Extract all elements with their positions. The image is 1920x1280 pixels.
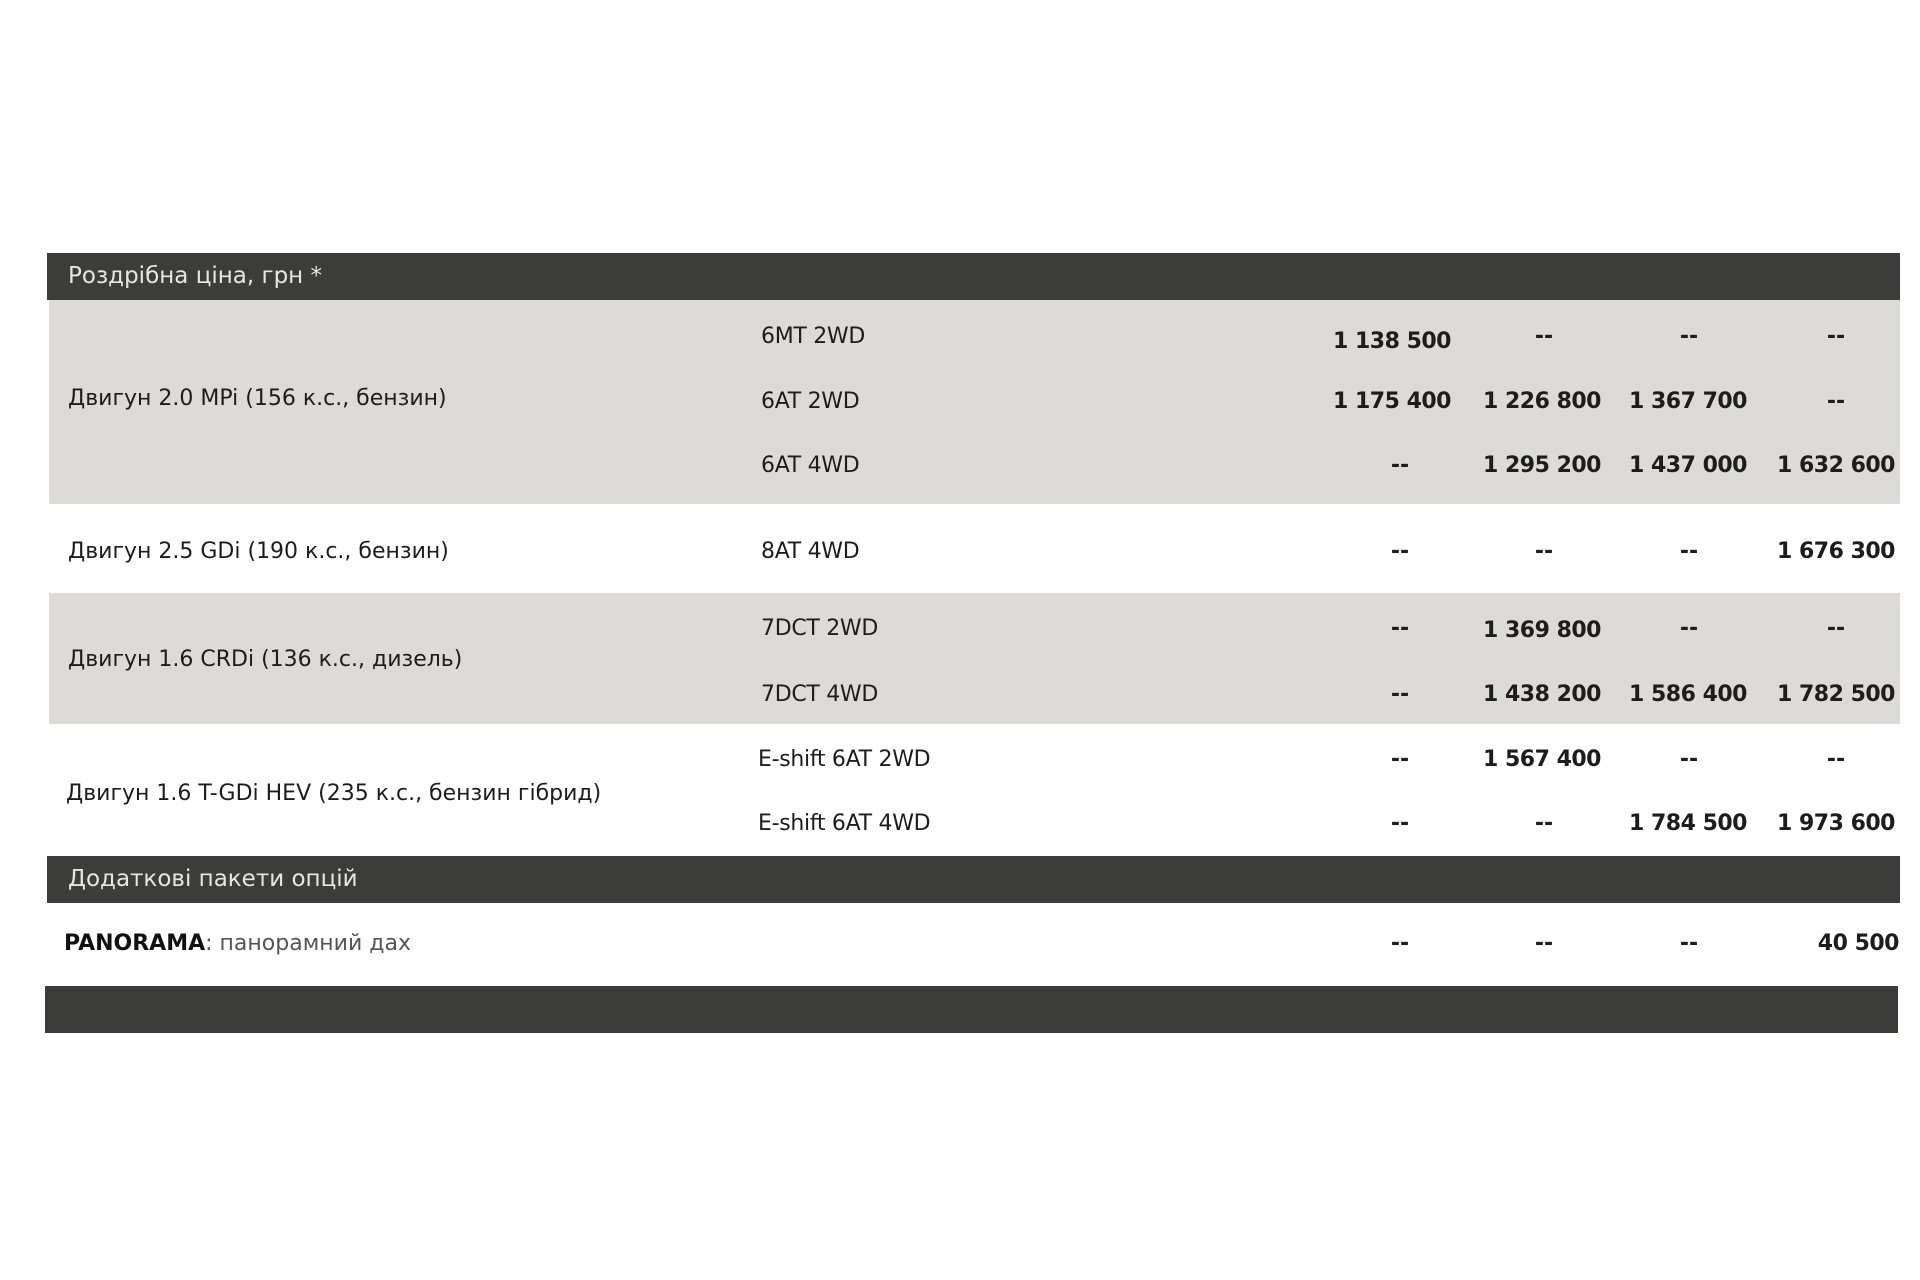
transmission-label: 6MT 2WD — [761, 324, 866, 349]
engine-name: Двигун 1.6 T-GDi HEV (235 к.с., бензин гібрид) — [66, 781, 602, 806]
price-cell: 1 295 200 — [1483, 453, 1601, 478]
transmission-label: 7DCT 2WD — [761, 616, 879, 641]
price-cell: 1 369 800 — [1483, 618, 1601, 643]
price-cell: -- — [1826, 616, 1846, 641]
price-cell: 1 438 200 — [1483, 682, 1601, 707]
transmission-label: E-shift 6AT 4WD — [758, 811, 931, 836]
transmission-label: 6AT 2WD — [761, 389, 860, 414]
option-name: PANORAMA — [64, 931, 206, 956]
price-cell: -- — [1679, 616, 1699, 641]
price-cell: -- — [1679, 324, 1699, 349]
price-cell: 1 367 700 — [1629, 389, 1747, 414]
retail-price-label: Роздрібна ціна, грн * — [68, 263, 323, 289]
footer-bar — [45, 986, 1898, 1033]
price-cell: -- — [1826, 389, 1846, 414]
price-cell: -- — [1826, 324, 1846, 349]
price-cell: -- — [1390, 453, 1410, 478]
price-cell: -- — [1534, 931, 1554, 956]
price-cell: -- — [1534, 324, 1554, 349]
price-cell: 1 632 600 — [1777, 453, 1895, 478]
engine-name: Двигун 2.5 GDi (190 к.с., бензин) — [68, 539, 449, 564]
engine-name: Двигун 1.6 CRDi (136 к.с., дизель) — [68, 647, 463, 672]
price-cell: -- — [1390, 682, 1410, 707]
price-cell: 1 226 800 — [1483, 389, 1601, 414]
retail-price-header — [47, 253, 1900, 300]
price-cell: -- — [1390, 616, 1410, 641]
price-cell: -- — [1390, 747, 1410, 772]
transmission-label: E-shift 6AT 2WD — [758, 747, 931, 772]
price-cell: -- — [1390, 539, 1410, 564]
price-cell: -- — [1534, 811, 1554, 836]
price-cell: 1 973 600 — [1777, 811, 1895, 836]
options-header-label: Додаткові пакети опцій — [68, 866, 358, 892]
price-cell: 40 500 — [1817, 931, 1899, 956]
transmission-label: 8AT 4WD — [761, 539, 860, 564]
price-cell: -- — [1679, 747, 1699, 772]
price-cell: -- — [1826, 747, 1846, 772]
options-header — [47, 856, 1900, 903]
price-cell: -- — [1390, 931, 1410, 956]
transmission-label: 7DCT 4WD — [761, 682, 879, 707]
price-cell: 1 175 400 — [1333, 389, 1451, 414]
price-cell: -- — [1679, 539, 1699, 564]
price-cell: -- — [1534, 539, 1554, 564]
price-cell: -- — [1679, 931, 1699, 956]
price-cell: 1 567 400 — [1483, 747, 1601, 772]
price-cell: 1 437 000 — [1629, 453, 1747, 478]
transmission-label: 6AT 4WD — [761, 453, 860, 478]
price-cell: 1 784 500 — [1629, 811, 1747, 836]
price-cell: 1 782 500 — [1777, 682, 1895, 707]
price-cell: 1 676 300 — [1777, 539, 1895, 564]
option-item — [64, 930, 411, 958]
price-cell: -- — [1390, 811, 1410, 836]
option-description: : панорамний дах — [205, 931, 411, 956]
price-cell: 1 586 400 — [1629, 682, 1747, 707]
price-cell: 1 138 500 — [1333, 329, 1451, 354]
engine-name: Двигун 2.0 MPi (156 к.с., бензин) — [68, 386, 447, 411]
